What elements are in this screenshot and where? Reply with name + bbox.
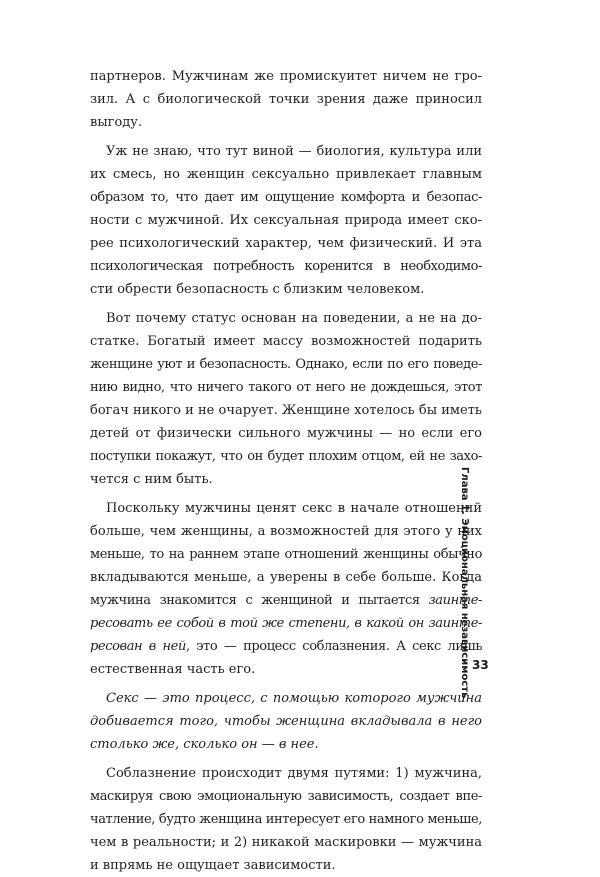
plain-run: мужчина знакомится с женщиной и пытается (90, 593, 429, 608)
text-line-mixed (90, 589, 482, 612)
text-line: сти обрести безопасность с близким человеком. (90, 282, 425, 297)
page-body-text (90, 65, 482, 877)
text-line: вкладываются меньше, а уверены в себе больше. Когда (90, 570, 482, 585)
text-line: рее психологический характер, чем физический. И эта (90, 236, 482, 251)
text-line: образом то, что дает им ощущение комфорта и безопас- (90, 190, 482, 205)
text-line: Соблазнение происходит двумя путями: 1) мужчина, (106, 766, 482, 781)
text-line: Уж не знаю, что тут виной — биология, культура или (106, 144, 482, 159)
paragraph-3 (90, 307, 482, 491)
text-line: детей от физически сильного мужчины — но если его (90, 426, 482, 441)
text-line: чется с ним быть. (90, 472, 213, 487)
plain-run: , это — процесс соблазнения. А секс лишь (185, 639, 482, 654)
paragraph-5-italic (90, 687, 482, 756)
text-line: богач никого и не очарует. Женщине хотелось бы иметь (90, 403, 482, 418)
text-line: психологическая потребность коренится в необходимо- (90, 259, 482, 274)
text-line: Вот почему статус основан на поведении, а не на до- (106, 311, 482, 326)
text-line: зил. А с биологической точки зрения даже приносил (90, 92, 482, 107)
paragraph-4 (90, 497, 482, 681)
paragraph-1 (90, 65, 482, 134)
paragraph-6 (90, 762, 482, 877)
italic-run: добивается того, чтобы женщина вкладывала в него (90, 714, 482, 729)
running-head-chapter-title: Глава 1. Эмоциональная независимость (459, 467, 470, 699)
text-line: женщине уют и безопасность. Однако, если по его поведе- (90, 357, 482, 372)
text-line-mixed (90, 612, 482, 635)
italic-run: заинте- (428, 593, 482, 608)
text-line: чатление, будто женщина интересует его намного меньше, (90, 812, 482, 827)
text-line: меньше, то на раннем этапе отношений женщины обычно (90, 547, 482, 562)
text-line: их смесь, но женщин сексуально привлекает главным (90, 167, 482, 182)
text-line: нию видно, что ничего такого от него не дождешься, этот (90, 380, 482, 395)
text-line-italic (90, 733, 482, 756)
italic-run: ресовать ее собой в той же степени, в какой он заинте- (90, 616, 482, 631)
text-line-mixed (90, 635, 482, 658)
text-line: и впрямь не ощущает зависимости. (90, 858, 336, 873)
text-line-italic (90, 687, 482, 710)
text-line: чем в реальности; и 2) никакой маскировки — мужчина (90, 835, 482, 850)
text-line: поступки покажут, что он будет плохим отцом, ей не захо- (90, 449, 482, 464)
text-line: статке. Богатый имеет массу возможностей подарить (90, 334, 482, 349)
paragraph-2 (90, 140, 482, 301)
italic-run: ресован в ней (90, 639, 186, 654)
text-line-italic (90, 710, 482, 733)
italic-run: столько же, сколько он — в нее. (90, 737, 319, 752)
text-line: Поскольку мужчины ценят секс в начале отношений (106, 501, 482, 516)
text-line: больше, чем женщины, а возможностей для этого у них (90, 524, 482, 539)
text-line: естественная часть его. (90, 662, 256, 677)
page-number: 33 (472, 658, 489, 672)
text-line: маскируя свою эмоциональную зависимость, создает впе- (90, 789, 482, 804)
text-line: партнеров. Мужчинам же промискуитет ничем не гро- (90, 69, 482, 84)
text-line: ности с мужчиной. Их сексуальная природа имеет ско- (90, 213, 482, 228)
text-line: выгоду. (90, 115, 143, 130)
italic-run: Секс — это процесс, с помощью которого мужчина (106, 691, 482, 706)
